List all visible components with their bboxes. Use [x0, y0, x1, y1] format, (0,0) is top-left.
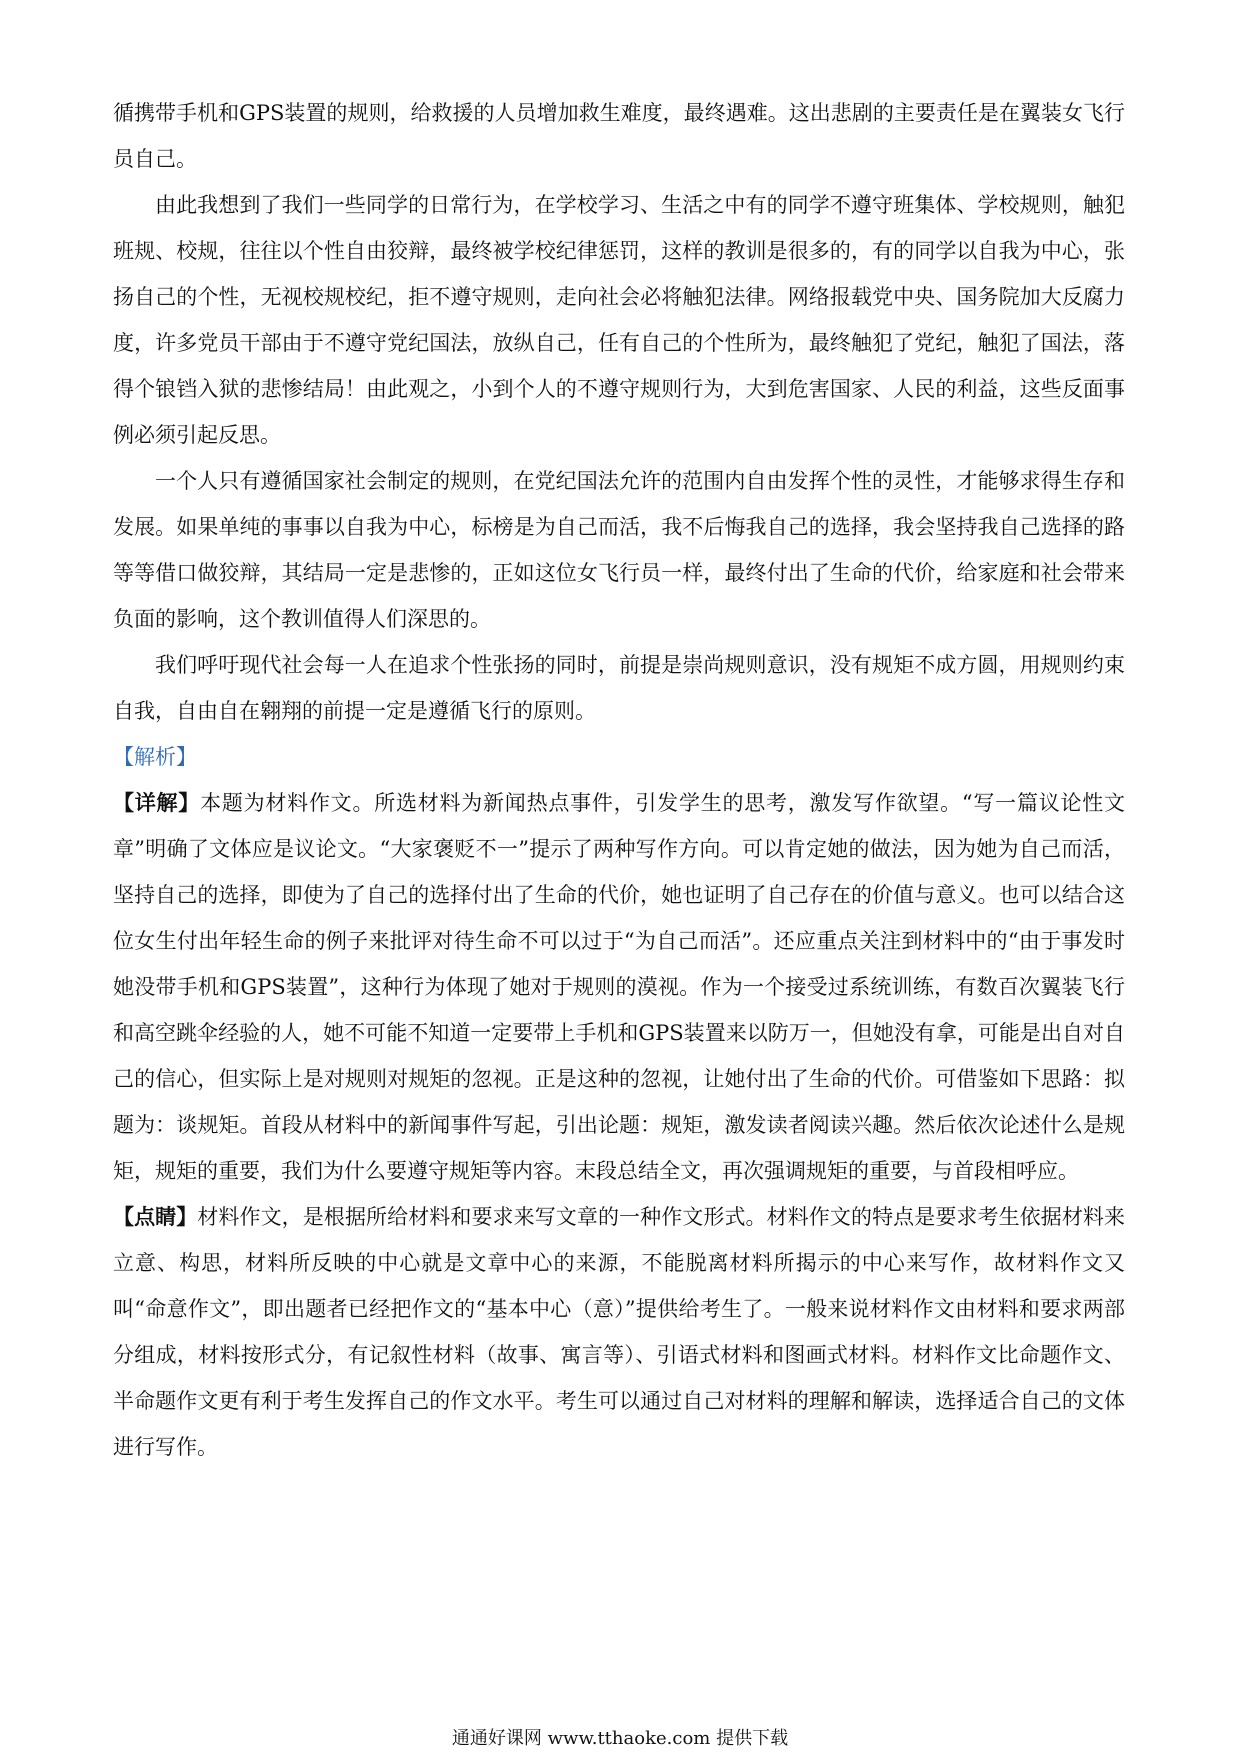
page-footer: 通通好课网 www.tthaoke.com 提供下载 [451, 1728, 789, 1749]
essay-paragraph-4: 我们呼吁现代社会每一人在追求个性张扬的同时，前提是崇尚规则意识，没有规矩不成方圆，用规则约束自我，自由自在翱翔的前提一定是遵循飞行的原则。 [113, 653, 1125, 723]
document-body [113, 90, 1125, 1470]
tip-label: 【点睛】 [113, 1204, 198, 1229]
detail-text: 本题为材料作文。所选材料为新闻热点事件，引发学生的思考，激发写作欲望。“写一篇议论性文章”明确了文体应是议论文。“大家褒贬不一”提示了两种写作方向。可以肯定她的做法，因为她为自己而活，坚持自己的选择，即使为了自己的选择付出了生命的代价，她也证明了自己存在的价值与意义。也可以结合这位女生付出年轻生命的例子来批评对待生命不可以过于“为自己而活”。还应重点关注到材料中的“由于事发时她没带手机和GPS装置”，这种行为体现了她对于规则的漠视。作为一个接受过系统训练，有数百次翼装飞行和高空跳伞经验的人，她不可能不知道一定要带上手机和GPS装置来以防万一，但她没有拿，可能是出自对自己的信心，但实际上是对规则对规矩的忽视。正是这种的忽视，让她付出了生命的代价。可借鉴如下思路：拟题为：谈规矩。首段从材料中的新闻事件写起，引出论题：规矩，激发读者阅读兴趣。然后依次论述什么是规矩，规矩的重要，我们为什么要遵守规矩等内容。末段总结全文，再次强调规矩的重要，与首段相呼应。 [113, 791, 1126, 1183]
essay-paragraph-2: 由此我想到了我们一些同学的日常行为，在学校学习、生活之中有的同学不遵守班集体、学校规则，触犯班规、校规，往往以个性自由狡辩，最终被学校纪律惩罚，这样的教训是很多的，有的同学以自我为中心，张扬自己的个性，无视校规校纪，拒不遵守规则，走向社会必将触犯法律。网络报载党中央、国务院加大反腐力度，许多党员干部由于不遵守党纪国法，放纵自己，任有自己的个性所为，最终触犯了党纪，触犯了国法，落得个锒铛入狱的悲惨结局！由此观之，小到个人的不遵守规则行为，大到危害国家、人民的利益，这些反面事例必须引起反思。 [113, 193, 1125, 447]
detail-label: 【详解】 [113, 790, 201, 815]
detail-paragraph [113, 780, 1125, 1194]
tip-paragraph [113, 1194, 1125, 1470]
tip-text: 材料作文，是根据所给材料和要求来写文章的一种作文形式。材料作文的特点是要求考生依据材料来立意、构思，材料所反映的中心就是文章中心的来源，不能脱离材料所揭示的中心来写作，故材料作文又叫“命意作文”，即出题者已经把作文的“基本中心（意）”提供给考生了。一般来说材料作文由材料和要求两部分组成，材料按形式分，有记叙性材料（故事、寓言等）、引语式材料和图画式材料。材料作文比命题作文、半命题作文更有利于考生发挥自己的作文水平。考生可以通过自己对材料的理解和解读，选择适合自己的文体进行写作。 [113, 1205, 1125, 1459]
essay-paragraph-3: 一个人只有遵循国家社会制定的规则，在党纪国法允许的范围内自由发挥个性的灵性，才能够求得生存和发展。如果单纯的事事以自我为中心，标榜是为自己而活，我不后悔我自己的选择，我会坚持我自己选择的路等等借口做狡辩，其结局一定是悲惨的，正如这位女飞行员一样，最终付出了生命的代价，给家庭和社会带来负面的影响，这个教训值得人们深思的。 [113, 469, 1125, 631]
essay-paragraph-1: 循携带手机和GPS装置的规则，给救援的人员增加救生难度，最终遇难。这出悲剧的主要责任是在翼装女飞行员自己。 [113, 101, 1125, 171]
analysis-heading: 【解析】 [113, 745, 197, 769]
